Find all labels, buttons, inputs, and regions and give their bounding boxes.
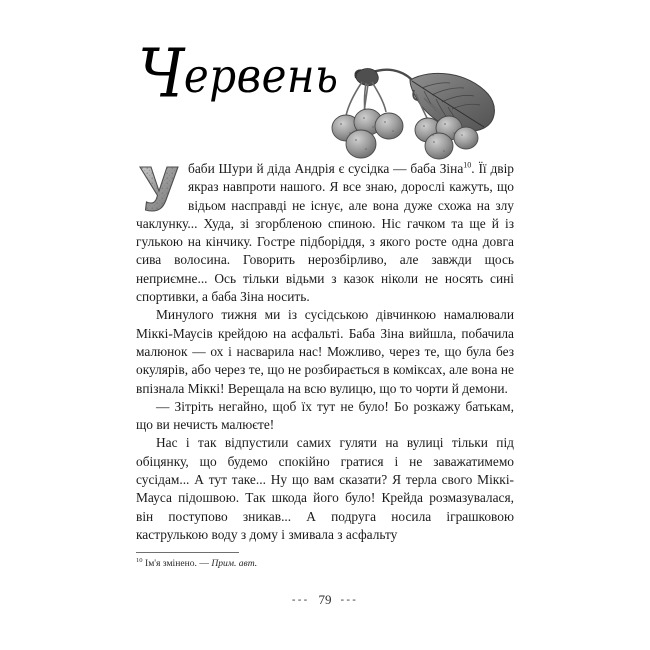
folio-ornament-right: ---	[340, 594, 359, 606]
dropcap-glyph-U	[140, 167, 178, 211]
folio	[0, 592, 650, 608]
paragraph-1-text-b: . Її двір якраз навпроти нашого. Я все знаю, дорослі кажуть, що відьом насправді не існує, але вона дуже схожа на злу чаклунку... Худа, зі згорбленою спиною. Ніс гачком та ще й із гулькою на кінчику. Гостре підборіддя, з якого росте одна довга сива волосина. Говорить нерозбірливо, але завжди щось неприємне... Ось тільки відьми з казок ніколи не носять сині спортивки, а баба Зіна носить.	[136, 161, 515, 305]
paragraph-3-dialogue: — Зітріть негайно, щоб їх тут не було! Бо розкажу батькам, що ви нечисть малюєте!	[136, 398, 514, 433]
paragraph-1-text-a: баби Шури й діда Андрія є сусідка — баба Зіна	[188, 161, 464, 176]
chapter-title-initial: Ч	[138, 35, 185, 114]
footnote-source: Прим. авт.	[211, 558, 258, 569]
footnote-text	[136, 558, 514, 570]
chapter-title-rest: ервень	[183, 48, 339, 104]
dropcap-letter	[136, 162, 182, 214]
page-number: 79	[318, 592, 332, 607]
paragraph-1	[136, 160, 514, 306]
body-text	[136, 160, 514, 544]
paragraph-4: Нас і так відпустили самих гуляти на вулиці тільки під обіцянку, що будемо спокійно гратися і не заважатимемо сусідам... А тут таке... Ну що вам сказати? Я терла свого Міккі-Мауса підошвою. Так шкода його було! Крейда розмазувалася, він поступово зникав... А подруга носила іграшковою каструлькою воду з дому і змивала з асфальту	[136, 435, 514, 542]
footnote-marker: 10	[136, 556, 143, 564]
footnote-area	[136, 552, 514, 570]
chapter-header	[0, 0, 650, 152]
cherries-illustration	[328, 52, 524, 164]
footnote-rule	[136, 552, 239, 553]
footnote-reference: 10	[463, 160, 472, 170]
folio-ornament-left: ---	[291, 594, 310, 606]
paragraph-2: Минулого тижня ми із сусідською дівчинкою намалювали Міккі-Маусів крейдою на асфальті. Баба Зіна вийшла, побачила малюнок — ох і насварила нас! Можливо, через те, що була без окулярів, або через те, що не розбирається в коміксах, але вона не впізнала Міккі! Верещала на всю вулицю, що то чорти й демони.	[136, 307, 514, 396]
chapter-title	[138, 35, 339, 114]
footnote-body: Ім'я змінено. —	[145, 558, 212, 569]
cherry-cluster-left	[332, 109, 403, 158]
